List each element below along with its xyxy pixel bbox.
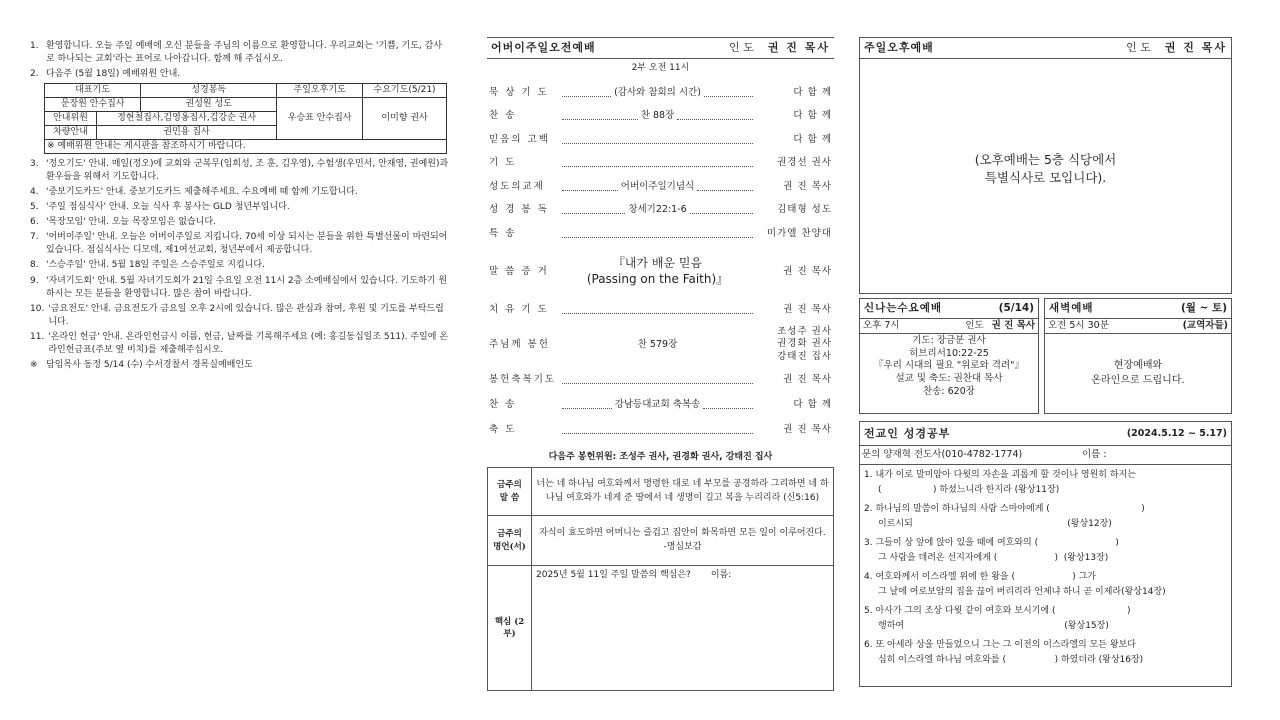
order-row [487, 199, 834, 223]
order-item [559, 180, 756, 194]
item-text: 다음주 (5월 18일) 예배위원 안내. [46, 69, 181, 80]
bible-study [859, 421, 1232, 687]
item-text: '정오기도' 안내. 매일(정오)에 교회와 군복무(임희성, 조 훈, 김우영), 수험생(우민서, 안재영, 권예원)과 환우들을 위해서 기도합니다. [46, 159, 449, 183]
order-item [559, 398, 756, 412]
proverb-source: -명심보감 [663, 541, 702, 552]
dawn-line: 온라인으로 드립니다. [1091, 374, 1185, 386]
dawn-days: (월 ~ 토) [1181, 301, 1227, 314]
study-question [864, 502, 1227, 532]
leader-name: 권 진 목사 [991, 320, 1035, 331]
question-line: 2. 하나님의 말씀이 하나님의 사람 스마야에게 ( ) [864, 503, 1145, 514]
leader-dots [562, 159, 753, 167]
order-item [559, 159, 756, 167]
duty-table [44, 83, 447, 154]
order-item [559, 426, 756, 434]
order-label: 믿음의 고백 [489, 133, 550, 145]
order-person: 다 함 께 [793, 86, 832, 98]
item-text: '어버이주일' 안내. 오늘은 어버이주일로 지킵니다. 70세 이상 되시는 분들을 위한 특별선물이 마련되어 있습니다. 점심식사는 디모데, 제1여선교회, 청년부에서 제공합니다. [46, 232, 448, 256]
study-name-field[interactable]: 이름 : [1082, 449, 1107, 460]
wed-line: 히브리서10:22-25 [909, 347, 989, 359]
order-content: 어버이주일기념식 [620, 180, 695, 192]
leader-name: 권 진 목사 [767, 41, 830, 55]
question-line: 3. 그들이 상 앞에 앉아 있을 때에 여호와의 ( ) [864, 537, 1119, 548]
item-text: '금요전도' 안내. 금요전도가 금요일 오후 2시에 있습니다. 많은 관심과 참여, 후원 및 기도를 부탁드립니다. [48, 303, 444, 327]
wed-line: 『우리 시대의 필요 "위로와 격려"』 [874, 360, 1024, 372]
order-item [559, 230, 756, 238]
announcements [30, 40, 450, 374]
study-question [864, 536, 1227, 566]
question-line: 5. 아사가 그의 조상 다윗 같이 여호와 보시기에 ( ) [864, 605, 1131, 616]
duty-header-reading: 성경봉독 [141, 84, 277, 98]
afternoon-service [859, 37, 1232, 294]
item-text: '중보기도카드' 안내. 중보기도카드 제출해주세요. 수요예배 때 함께 기도합니다. [46, 187, 358, 198]
order-person: 다 함 께 [793, 399, 832, 411]
leader-dots [562, 230, 753, 238]
announcement-item [30, 158, 450, 184]
leader-dots [562, 112, 638, 120]
duty-note: ※ 예배위원 안내는 게시판을 참조하시기 바랍니다. [45, 140, 447, 154]
item-text: 환영합니다. 오늘 주일 예배에 오신 분들을 주님의 이름으로 환영합니다. 우리교회는 '기쁨, 기도, 감사로 하나되는 교회'라는 표어로 나아갑니다. 함께 해 주십시오. [46, 41, 443, 65]
weekly-box [487, 467, 834, 691]
order-person: 권 진 목사 [783, 180, 832, 192]
item-number: 11. [30, 331, 45, 342]
question-line: 심히 이스라엘 하나님 여호와를 ( ) 하였더라 (왕상16장) [878, 654, 1144, 665]
leader-dots [703, 401, 753, 409]
duty-cell: 권성원 성도 [141, 98, 277, 112]
wed-date: (5/14) [998, 301, 1034, 314]
item-text: '스승주일' 안내. 5월 18일 주일은 스승주일로 지킵니다. [46, 260, 265, 271]
order-item [559, 109, 756, 123]
study-period: (2024.5.12 ~ 5.17) [1126, 427, 1227, 439]
weekly-word: 너는 네 하나님 여호와께서 명령한 대로 네 부모를 공경하라 그리하면 네 하나님 여호와가 네게 준 땅에서 네 생명이 길고 복을 누리리라 (신5:16) [532, 468, 834, 516]
wed-time: 오후 7시 [863, 320, 900, 331]
question-line: 1. 내가 이로 말미암아 다윗의 자손을 괴롭게 할 것이나 영원히 하지는 [864, 469, 1136, 480]
order-item [559, 376, 756, 384]
duty-header-prayer: 대표기도 [45, 84, 141, 98]
order-label: 성도의교제 [489, 180, 545, 192]
duty-cell: 차량안내 [45, 126, 97, 140]
proverb: 자식이 효도하면 어머니는 즐겁고 집안이 화목하면 모든 일이 이루어진다. [539, 528, 826, 539]
item-number: 2. [30, 69, 39, 80]
leader-label: 인도 [965, 320, 984, 331]
item-number: 5. [30, 202, 39, 213]
order-label: 묵 상 기 도 [489, 86, 549, 98]
study-question [864, 604, 1227, 634]
wed-line: 기도: 장금분 권사 [912, 334, 986, 346]
wed-title: 신나는수요예배 [864, 301, 943, 314]
leader-dots [562, 306, 753, 314]
item-number: 6. [30, 217, 39, 228]
item-number: ※ [30, 359, 38, 370]
order-row [487, 105, 834, 129]
order-person: 김태형 성도 [777, 204, 832, 216]
announcement-item [30, 303, 450, 329]
study-question [864, 638, 1227, 668]
study-title: 전교인 성경공부 [864, 426, 951, 440]
question-line: 행하여 (왕상15장) [878, 620, 1109, 631]
study-question [864, 468, 1227, 498]
order-label: 말 씀 증 거 [489, 265, 549, 277]
question-line: 6. 또 아세라 상을 만들었으니 그는 그 이전의 이스라엘의 모든 왕보다 [864, 639, 1136, 650]
duty-cell: 문장원 안수집사 [45, 98, 141, 112]
order-item [559, 306, 756, 314]
announcement-item [30, 201, 450, 214]
sermon-subtitle: (Passing on the Faith)』 [586, 271, 729, 286]
leader-dots [562, 426, 753, 434]
order-row [487, 128, 834, 152]
announcement-item [30, 231, 450, 257]
duty-cell: 권민용 집사 [97, 126, 277, 140]
order-row-offering [487, 322, 834, 368]
item-text: '주일 점심식사' 안내. 오늘 식사 후 봉사는 GLD 청년부입니다. [46, 202, 290, 213]
afternoon-note: (오후예배는 5층 식당에서 [974, 152, 1117, 167]
item-number: 9. [30, 275, 39, 286]
word-label: 금주의 말 씀 [488, 468, 532, 516]
order-row-sermon [487, 246, 834, 298]
announcement-item [30, 186, 450, 199]
leader-dots [562, 89, 611, 97]
next-offering-team: 다음주 봉헌위원: 조성주 권사, 권경화 권사, 강태진 집사 [548, 451, 773, 462]
leader-label: 인 도 [1126, 41, 1151, 55]
order-item [559, 203, 756, 217]
service-time: 2부 오전 11시 [631, 63, 690, 73]
item-number: 8. [30, 260, 39, 271]
leader-dots [562, 376, 753, 384]
dawn-leader: (교역자들) [1182, 320, 1228, 331]
order-row [487, 222, 834, 246]
wednesday-service [859, 298, 1039, 414]
announcement-item [30, 259, 450, 272]
wed-line: 찬송: 620장 [923, 386, 975, 398]
order-content: 창세기22:1-6 [628, 204, 687, 216]
leader-dots [677, 112, 753, 120]
order-label: 주님께 봉헌 [489, 338, 550, 350]
item-text: '자녀기도회' 안내. 5월 자녀기도회가 21일 수요일 오전 11시 2층 소예배실에서 있습니다. 기도하기 원하시는 모든 분들을 환영합니다. 많은 참여 바랍니다. [46, 275, 448, 299]
order-row [487, 175, 834, 199]
announcement-item [30, 40, 450, 66]
order-person: 다 함 께 [793, 110, 832, 122]
order-person: 권 진 목사 [783, 374, 832, 386]
leader-name: 권 진 목사 [1164, 41, 1227, 55]
order-item [559, 86, 756, 100]
order-row [487, 81, 834, 105]
order-label: 성 경 봉 독 [489, 204, 549, 216]
core-question: 2025년 5월 11일 주일 말씀의 핵심은? [536, 570, 691, 580]
order-label: 치 유 기 도 [489, 303, 549, 315]
question-line: 그 날에 여로보암의 집을 끊어 버리리라 언제냐 하니 곧 이제라(왕상14장) [878, 586, 1166, 597]
sermon-title: 『내가 배운 믿음 [612, 255, 703, 270]
order-content: (감사와 참회의 시간) [614, 86, 701, 98]
item-number: 10. [30, 303, 45, 314]
item-number: 4. [30, 187, 39, 198]
dawn-service [1044, 298, 1232, 414]
announcement-item [30, 331, 450, 357]
dawn-time: 오전 5시 30분 [1048, 320, 1109, 331]
item-number: 3. [30, 159, 39, 170]
question-line: 그 사람을 데려온 선지자에게 ( ) (왕상13장) [878, 552, 1109, 563]
announcement-item [30, 275, 450, 301]
order-person: 권 진 목사 [783, 424, 832, 436]
leader-dots [690, 206, 753, 214]
order-row [487, 368, 834, 393]
order-person: 미가엘 찬양대 [766, 227, 832, 239]
leader-dots [562, 206, 625, 214]
leader-dots [562, 136, 753, 144]
duty-header-wed-prayer: 수요기도(5/21) [363, 84, 447, 98]
order-person: 다 함 께 [793, 133, 832, 145]
morning-service [487, 37, 834, 462]
order-row [487, 393, 834, 418]
item-text: '온라인 헌금' 안내. 온라인헌금시 이름, 헌금, 날짜를 기록해주세요 (예: 홍길동십일조 511). 주일에 온라인헌금표(주보 옆 비치)를 제출해주십시오. [48, 331, 448, 355]
announcement-item [30, 68, 450, 81]
order-content: 찬 88장 [640, 110, 675, 122]
order-label: 축 도 [489, 424, 517, 436]
order-person: 조성주 권사 [777, 326, 832, 338]
offering-hymn: 찬 579장 [637, 338, 678, 350]
order-label: 기 도 [489, 157, 517, 169]
question-line: ( ) 하셨느니라 한지라 (왕상11장) [878, 484, 1060, 495]
duty-cell: 안내위원 [45, 112, 97, 126]
order-item [559, 136, 756, 144]
duty-cell: 정현철집사,김영옹집사,김강순 권사 [97, 112, 277, 126]
leader-dots [704, 89, 753, 97]
item-text: 담임목사 동정 5/14 (수) 수서경찰서 경목실예배인도 [46, 359, 253, 370]
announcement-item [30, 216, 450, 229]
item-number: 7. [30, 232, 39, 243]
order-person: 권 진 목사 [783, 303, 832, 315]
order-person: 권 진 목사 [783, 265, 832, 277]
duty-cell: 우승표 안수집사 [277, 98, 363, 140]
order-content: 강남등대교회 축복송 [614, 399, 701, 411]
leader-dots [562, 401, 612, 409]
duty-header-pm-prayer: 주일오후기도 [277, 84, 363, 98]
afternoon-note: 특별식사로 모입니다). [984, 169, 1107, 185]
order-row [487, 298, 834, 322]
order-person: 권경화 권사 [777, 338, 832, 350]
order-label: 찬 송 [489, 110, 517, 122]
order-person: 권경선 권사 [777, 157, 832, 169]
core-label: 핵심 (2부) [488, 566, 532, 691]
order-row [487, 152, 834, 176]
duty-cell: 이미향 권사 [363, 98, 447, 140]
order-person: 강태진 집사 [777, 350, 832, 362]
core-name-field[interactable]: 이름: [710, 570, 732, 580]
item-text: '목장모임' 안내. 오늘 목장모임은 없습니다. [46, 217, 216, 228]
dawn-title: 새벽예배 [1049, 301, 1094, 314]
announcement-item [30, 359, 450, 372]
dawn-line: 현장예배와 [1113, 359, 1163, 371]
leader-dots [562, 183, 618, 191]
order-label: 찬 송 [489, 399, 517, 411]
order-label: 봉헌축복기도 [489, 374, 557, 386]
question-line: 4. 여호와께서 이스라엘 위에 한 왕을 ( ) 그가 [864, 571, 1096, 582]
wed-line: 설교 및 축도: 권찬대 목사 [895, 373, 1003, 385]
morning-title: 어버이주일오전예배 [491, 41, 596, 55]
order-label: 특 송 [489, 227, 517, 239]
leader-label: 인 도 [729, 41, 754, 55]
item-number: 1. [30, 41, 39, 51]
study-contact: 문의 양재혁 전도사(010-4782-1774) [862, 449, 1023, 460]
study-question [864, 570, 1227, 600]
proverb-label: 금주의 명언(서) [488, 516, 532, 566]
question-line: 이르시되 (왕상12장) [878, 518, 1112, 529]
leader-dots [697, 183, 753, 191]
afternoon-title: 주일오후예배 [864, 41, 934, 55]
order-row [487, 418, 834, 443]
